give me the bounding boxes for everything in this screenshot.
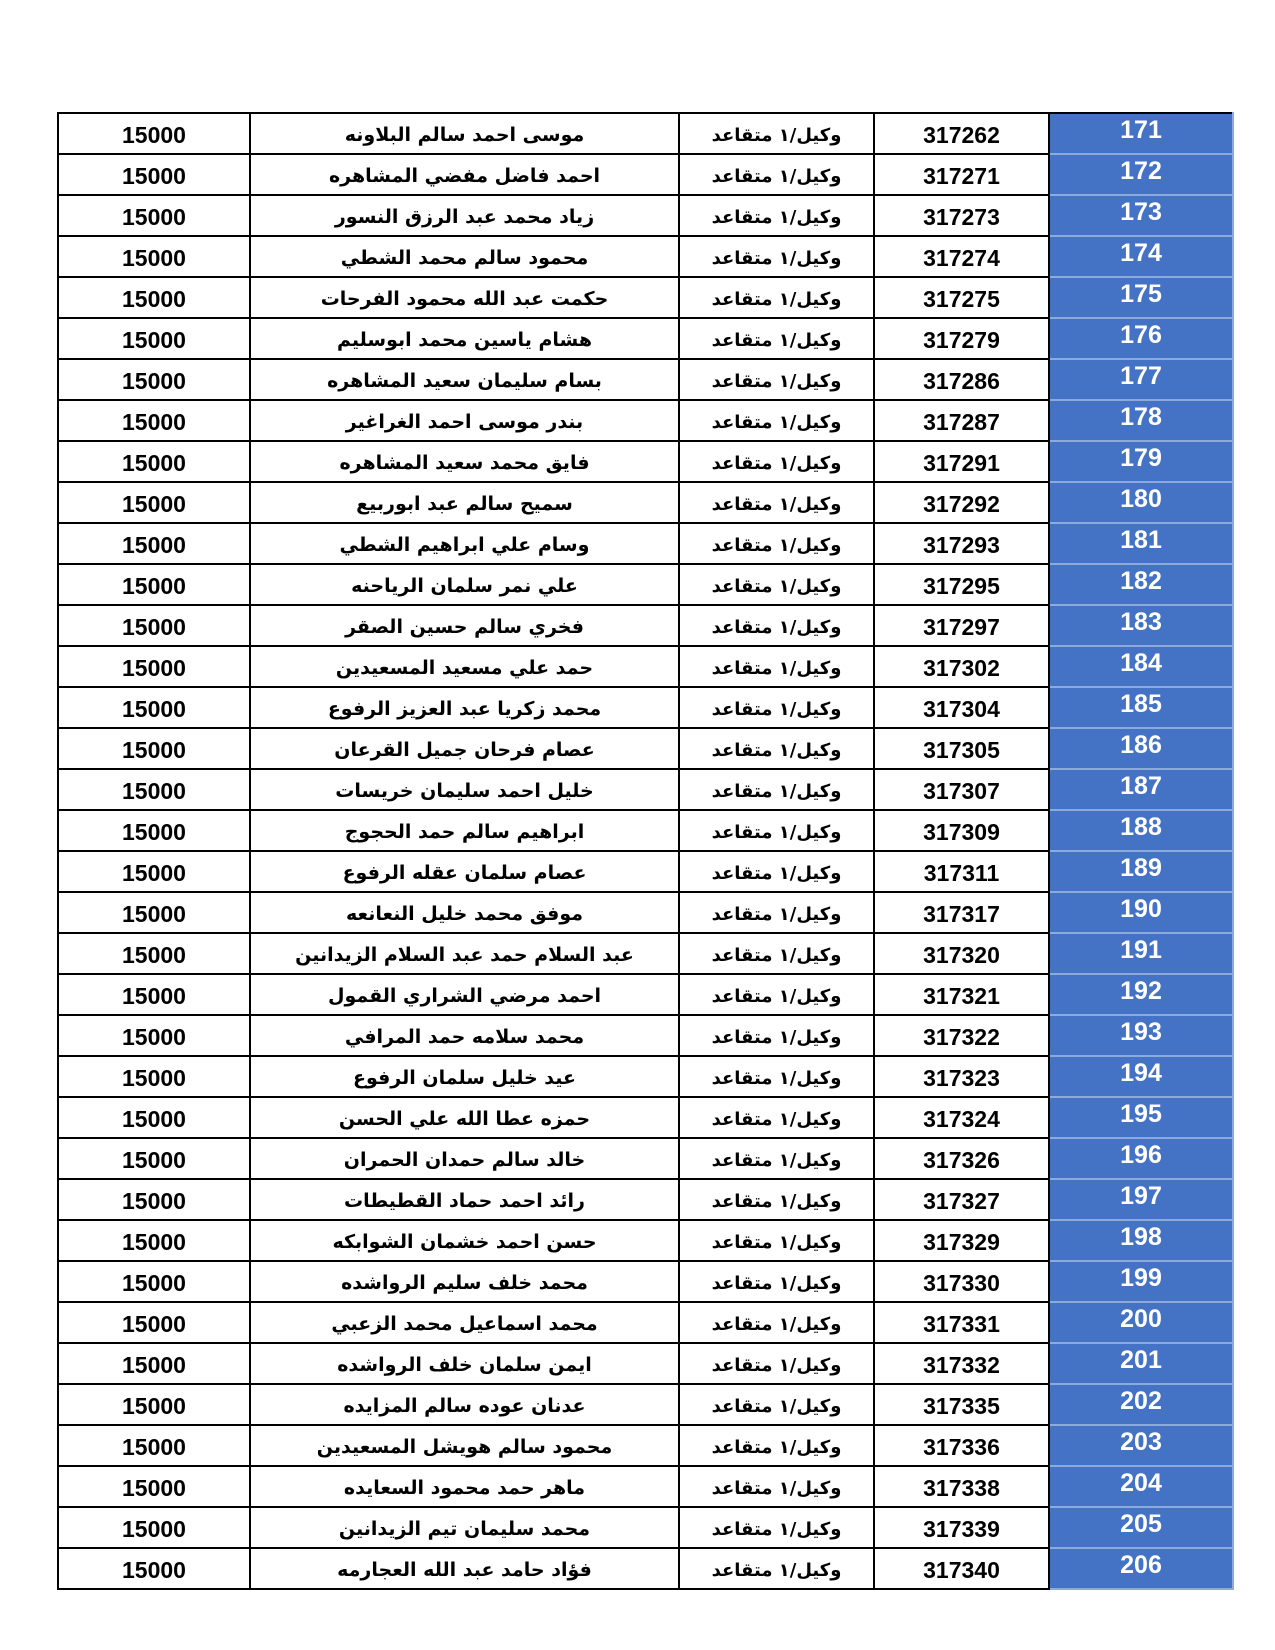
seq-cell: 204 bbox=[1049, 1466, 1233, 1507]
seq-cell: 182 bbox=[1049, 564, 1233, 605]
table-row bbox=[58, 1015, 1233, 1056]
table-row bbox=[58, 974, 1233, 1015]
id-cell: 317338 bbox=[874, 1466, 1049, 1507]
table-row bbox=[58, 769, 1233, 810]
amount-cell: 15000 bbox=[58, 851, 250, 892]
name-cell: سميح سالم عبد ابوربيع bbox=[250, 482, 679, 523]
seq-cell: 206 bbox=[1049, 1548, 1233, 1589]
table-row bbox=[58, 277, 1233, 318]
id-cell: 317339 bbox=[874, 1507, 1049, 1548]
id-cell: 317323 bbox=[874, 1056, 1049, 1097]
seq-cell: 178 bbox=[1049, 400, 1233, 441]
rank-cell: وكيل/١ متقاعد bbox=[679, 933, 874, 974]
name-cell: بندر موسى احمد الغراغير bbox=[250, 400, 679, 441]
id-cell: 317307 bbox=[874, 769, 1049, 810]
amount-cell: 15000 bbox=[58, 359, 250, 400]
id-cell: 317322 bbox=[874, 1015, 1049, 1056]
table-row bbox=[58, 1343, 1233, 1384]
rank-cell: وكيل/١ متقاعد bbox=[679, 769, 874, 810]
seq-cell: 187 bbox=[1049, 769, 1233, 810]
amount-cell: 15000 bbox=[58, 1507, 250, 1548]
amount-cell: 15000 bbox=[58, 482, 250, 523]
id-cell: 317309 bbox=[874, 810, 1049, 851]
id-cell: 317327 bbox=[874, 1179, 1049, 1220]
table-row bbox=[58, 687, 1233, 728]
amount-cell: 15000 bbox=[58, 1384, 250, 1425]
seq-cell: 195 bbox=[1049, 1097, 1233, 1138]
seq-cell: 202 bbox=[1049, 1384, 1233, 1425]
id-cell: 317273 bbox=[874, 195, 1049, 236]
rank-cell: وكيل/١ متقاعد bbox=[679, 195, 874, 236]
rank-cell: وكيل/١ متقاعد bbox=[679, 1302, 874, 1343]
name-cell: علي نمر سلمان الرياحنه bbox=[250, 564, 679, 605]
table-row bbox=[58, 1138, 1233, 1179]
amount-cell: 15000 bbox=[58, 605, 250, 646]
table-row bbox=[58, 1097, 1233, 1138]
id-cell: 317302 bbox=[874, 646, 1049, 687]
name-cell: محمود سالم محمد الشطي bbox=[250, 236, 679, 277]
amount-cell: 15000 bbox=[58, 318, 250, 359]
rank-cell: وكيل/١ متقاعد bbox=[679, 1220, 874, 1261]
name-cell: عدنان عوده سالم المزايده bbox=[250, 1384, 679, 1425]
rank-cell: وكيل/١ متقاعد bbox=[679, 1179, 874, 1220]
amount-cell: 15000 bbox=[58, 400, 250, 441]
id-cell: 317304 bbox=[874, 687, 1049, 728]
seq-cell: 177 bbox=[1049, 359, 1233, 400]
amount-cell: 15000 bbox=[58, 687, 250, 728]
id-cell: 317340 bbox=[874, 1548, 1049, 1589]
id-cell: 317262 bbox=[874, 113, 1049, 154]
name-cell: عصام سلمان عقله الرفوع bbox=[250, 851, 679, 892]
table-row bbox=[58, 154, 1233, 195]
id-cell: 317274 bbox=[874, 236, 1049, 277]
id-cell: 317329 bbox=[874, 1220, 1049, 1261]
rank-cell: وكيل/١ متقاعد bbox=[679, 1343, 874, 1384]
id-cell: 317275 bbox=[874, 277, 1049, 318]
rank-cell: وكيل/١ متقاعد bbox=[679, 1056, 874, 1097]
id-cell: 317332 bbox=[874, 1343, 1049, 1384]
rank-cell: وكيل/١ متقاعد bbox=[679, 1548, 874, 1589]
name-cell: عبد السلام حمد عبد السلام الزيدانين bbox=[250, 933, 679, 974]
id-cell: 317295 bbox=[874, 564, 1049, 605]
seq-cell: 198 bbox=[1049, 1220, 1233, 1261]
id-cell: 317336 bbox=[874, 1425, 1049, 1466]
table-row bbox=[58, 646, 1233, 687]
rank-cell: وكيل/١ متقاعد bbox=[679, 605, 874, 646]
table-row bbox=[58, 523, 1233, 564]
table-row bbox=[58, 236, 1233, 277]
table-row bbox=[58, 359, 1233, 400]
rank-cell: وكيل/١ متقاعد bbox=[679, 892, 874, 933]
seq-cell: 186 bbox=[1049, 728, 1233, 769]
amount-cell: 15000 bbox=[58, 441, 250, 482]
name-cell: محمد زكريا عبد العزيز الرفوع bbox=[250, 687, 679, 728]
amount-cell: 15000 bbox=[58, 523, 250, 564]
rank-cell: وكيل/١ متقاعد bbox=[679, 482, 874, 523]
name-cell: محمود سالم هويشل المسعيدين bbox=[250, 1425, 679, 1466]
seq-cell: 199 bbox=[1049, 1261, 1233, 1302]
rank-cell: وكيل/١ متقاعد bbox=[679, 236, 874, 277]
table-row bbox=[58, 195, 1233, 236]
name-cell: محمد اسماعيل محمد الزعبي bbox=[250, 1302, 679, 1343]
rank-cell: وكيل/١ متقاعد bbox=[679, 1015, 874, 1056]
table-row bbox=[58, 1507, 1233, 1548]
table-row bbox=[58, 564, 1233, 605]
table-row bbox=[58, 318, 1233, 359]
name-cell: خليل احمد سليمان خريسات bbox=[250, 769, 679, 810]
id-cell: 317286 bbox=[874, 359, 1049, 400]
seq-cell: 179 bbox=[1049, 441, 1233, 482]
amount-cell: 15000 bbox=[58, 113, 250, 154]
name-cell: ايمن سلمان خلف الرواشده bbox=[250, 1343, 679, 1384]
rank-cell: وكيل/١ متقاعد bbox=[679, 318, 874, 359]
rank-cell: وكيل/١ متقاعد bbox=[679, 113, 874, 154]
amount-cell: 15000 bbox=[58, 769, 250, 810]
seq-cell: 203 bbox=[1049, 1425, 1233, 1466]
seq-cell: 189 bbox=[1049, 851, 1233, 892]
rank-cell: وكيل/١ متقاعد bbox=[679, 564, 874, 605]
table-row bbox=[58, 1466, 1233, 1507]
rank-cell: وكيل/١ متقاعد bbox=[679, 441, 874, 482]
amount-cell: 15000 bbox=[58, 974, 250, 1015]
name-cell: حمد علي مسعيد المسعيدين bbox=[250, 646, 679, 687]
name-cell: بسام سليمان سعيد المشاهره bbox=[250, 359, 679, 400]
name-cell: محمد خلف سليم الرواشده bbox=[250, 1261, 679, 1302]
name-cell: احمد مرضي الشراري القمول bbox=[250, 974, 679, 1015]
table-row bbox=[58, 1261, 1233, 1302]
seq-cell: 197 bbox=[1049, 1179, 1233, 1220]
id-cell: 317297 bbox=[874, 605, 1049, 646]
id-cell: 317317 bbox=[874, 892, 1049, 933]
name-cell: وسام علي ابراهيم الشطي bbox=[250, 523, 679, 564]
seq-cell: 184 bbox=[1049, 646, 1233, 687]
name-cell: زياد محمد عبد الرزق النسور bbox=[250, 195, 679, 236]
seq-cell: 183 bbox=[1049, 605, 1233, 646]
name-cell: محمد سليمان تيم الزيدانين bbox=[250, 1507, 679, 1548]
name-cell: ابراهيم سالم حمد الحجوج bbox=[250, 810, 679, 851]
rank-cell: وكيل/١ متقاعد bbox=[679, 1138, 874, 1179]
rank-cell: وكيل/١ متقاعد bbox=[679, 810, 874, 851]
rank-cell: وكيل/١ متقاعد bbox=[679, 1507, 874, 1548]
seq-cell: 172 bbox=[1049, 154, 1233, 195]
seq-cell: 180 bbox=[1049, 482, 1233, 523]
table-row bbox=[58, 1425, 1233, 1466]
seq-cell: 200 bbox=[1049, 1302, 1233, 1343]
name-cell: عيد خليل سلمان الرفوع bbox=[250, 1056, 679, 1097]
name-cell: محمد سلامه حمد المرافي bbox=[250, 1015, 679, 1056]
name-cell: هشام ياسين محمد ابوسليم bbox=[250, 318, 679, 359]
amount-cell: 15000 bbox=[58, 1179, 250, 1220]
id-cell: 317331 bbox=[874, 1302, 1049, 1343]
name-cell: فخري سالم حسين الصقر bbox=[250, 605, 679, 646]
seq-cell: 174 bbox=[1049, 236, 1233, 277]
table-row bbox=[58, 892, 1233, 933]
amount-cell: 15000 bbox=[58, 1466, 250, 1507]
name-cell: موسى احمد سالم البلاونه bbox=[250, 113, 679, 154]
seq-cell: 196 bbox=[1049, 1138, 1233, 1179]
name-cell: ماهر حمد محمود السعايده bbox=[250, 1466, 679, 1507]
seq-cell: 205 bbox=[1049, 1507, 1233, 1548]
rank-cell: وكيل/١ متقاعد bbox=[679, 851, 874, 892]
id-cell: 317321 bbox=[874, 974, 1049, 1015]
seq-cell: 191 bbox=[1049, 933, 1233, 974]
seq-cell: 181 bbox=[1049, 523, 1233, 564]
name-cell: احمد فاضل مفضي المشاهره bbox=[250, 154, 679, 195]
name-cell: موفق محمد خليل النعانعه bbox=[250, 892, 679, 933]
amount-cell: 15000 bbox=[58, 1548, 250, 1589]
rank-cell: وكيل/١ متقاعد bbox=[679, 277, 874, 318]
table-row bbox=[58, 1220, 1233, 1261]
seq-cell: 192 bbox=[1049, 974, 1233, 1015]
amount-cell: 15000 bbox=[58, 1261, 250, 1302]
id-cell: 317291 bbox=[874, 441, 1049, 482]
id-cell: 317271 bbox=[874, 154, 1049, 195]
table-row bbox=[58, 482, 1233, 523]
amount-cell: 15000 bbox=[58, 1097, 250, 1138]
seq-cell: 194 bbox=[1049, 1056, 1233, 1097]
name-cell: رائد احمد حماد القطيطات bbox=[250, 1179, 679, 1220]
amount-cell: 15000 bbox=[58, 154, 250, 195]
name-cell: فؤاد حامد عبد الله العجارمه bbox=[250, 1548, 679, 1589]
table-row bbox=[58, 113, 1233, 154]
seq-cell: 176 bbox=[1049, 318, 1233, 359]
amount-cell: 15000 bbox=[58, 277, 250, 318]
rank-cell: وكيل/١ متقاعد bbox=[679, 974, 874, 1015]
id-cell: 317326 bbox=[874, 1138, 1049, 1179]
table-row bbox=[58, 400, 1233, 441]
amount-cell: 15000 bbox=[58, 810, 250, 851]
table-row bbox=[58, 933, 1233, 974]
amount-cell: 15000 bbox=[58, 195, 250, 236]
rank-cell: وكيل/١ متقاعد bbox=[679, 400, 874, 441]
seq-cell: 173 bbox=[1049, 195, 1233, 236]
amount-cell: 15000 bbox=[58, 1056, 250, 1097]
id-cell: 317324 bbox=[874, 1097, 1049, 1138]
name-cell: حمزه عطا الله علي الحسن bbox=[250, 1097, 679, 1138]
amount-cell: 15000 bbox=[58, 728, 250, 769]
amount-cell: 15000 bbox=[58, 892, 250, 933]
id-cell: 317292 bbox=[874, 482, 1049, 523]
amount-cell: 15000 bbox=[58, 1425, 250, 1466]
name-cell: خالد سالم حمدان الحمران bbox=[250, 1138, 679, 1179]
amount-cell: 15000 bbox=[58, 1302, 250, 1343]
table-row bbox=[58, 851, 1233, 892]
table-row bbox=[58, 1302, 1233, 1343]
id-cell: 317330 bbox=[874, 1261, 1049, 1302]
amount-cell: 15000 bbox=[58, 1138, 250, 1179]
id-cell: 317293 bbox=[874, 523, 1049, 564]
retirees-table bbox=[57, 112, 1234, 1590]
seq-cell: 190 bbox=[1049, 892, 1233, 933]
name-cell: حكمت عبد الله محمود الفرحات bbox=[250, 277, 679, 318]
table-row bbox=[58, 1384, 1233, 1425]
table-row bbox=[58, 810, 1233, 851]
amount-cell: 15000 bbox=[58, 1220, 250, 1261]
rank-cell: وكيل/١ متقاعد bbox=[679, 687, 874, 728]
rank-cell: وكيل/١ متقاعد bbox=[679, 154, 874, 195]
table-row bbox=[58, 728, 1233, 769]
table-row bbox=[58, 605, 1233, 646]
table-row bbox=[58, 441, 1233, 482]
id-cell: 317320 bbox=[874, 933, 1049, 974]
rank-cell: وكيل/١ متقاعد bbox=[679, 1466, 874, 1507]
amount-cell: 15000 bbox=[58, 236, 250, 277]
table-row bbox=[58, 1179, 1233, 1220]
table-body bbox=[58, 113, 1233, 1589]
table-row bbox=[58, 1056, 1233, 1097]
id-cell: 317335 bbox=[874, 1384, 1049, 1425]
rank-cell: وكيل/١ متقاعد bbox=[679, 646, 874, 687]
seq-cell: 175 bbox=[1049, 277, 1233, 318]
name-cell: عصام فرحان جميل القرعان bbox=[250, 728, 679, 769]
amount-cell: 15000 bbox=[58, 1343, 250, 1384]
rank-cell: وكيل/١ متقاعد bbox=[679, 359, 874, 400]
rank-cell: وكيل/١ متقاعد bbox=[679, 1261, 874, 1302]
seq-cell: 171 bbox=[1049, 113, 1233, 154]
amount-cell: 15000 bbox=[58, 646, 250, 687]
seq-cell: 193 bbox=[1049, 1015, 1233, 1056]
amount-cell: 15000 bbox=[58, 564, 250, 605]
id-cell: 317287 bbox=[874, 400, 1049, 441]
seq-cell: 201 bbox=[1049, 1343, 1233, 1384]
name-cell: حسن احمد خشمان الشوابكه bbox=[250, 1220, 679, 1261]
amount-cell: 15000 bbox=[58, 1015, 250, 1056]
amount-cell: 15000 bbox=[58, 933, 250, 974]
rank-cell: وكيل/١ متقاعد bbox=[679, 523, 874, 564]
id-cell: 317311 bbox=[874, 851, 1049, 892]
id-cell: 317279 bbox=[874, 318, 1049, 359]
seq-cell: 185 bbox=[1049, 687, 1233, 728]
name-cell: فايق محمد سعيد المشاهره bbox=[250, 441, 679, 482]
id-cell: 317305 bbox=[874, 728, 1049, 769]
rank-cell: وكيل/١ متقاعد bbox=[679, 1384, 874, 1425]
rank-cell: وكيل/١ متقاعد bbox=[679, 1425, 874, 1466]
rank-cell: وكيل/١ متقاعد bbox=[679, 728, 874, 769]
table-row bbox=[58, 1548, 1233, 1589]
seq-cell: 188 bbox=[1049, 810, 1233, 851]
rank-cell: وكيل/١ متقاعد bbox=[679, 1097, 874, 1138]
